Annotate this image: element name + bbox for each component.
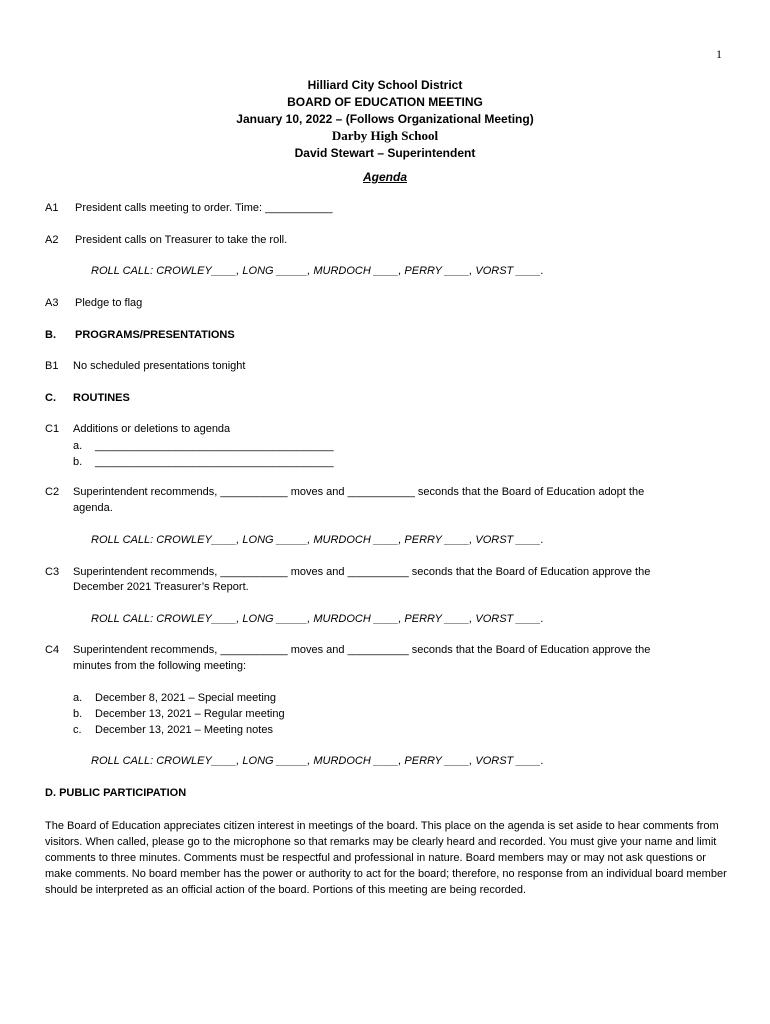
item-code-c1: C1: [45, 423, 60, 435]
c4-sub-letter-b: b.: [73, 708, 83, 720]
section-code-c: C.: [45, 392, 56, 404]
section-title-b: PROGRAMS/PRESENTATIONS: [75, 329, 235, 341]
item-text-c4-line2: minutes from the following meeting:: [73, 660, 247, 672]
c4-sub-text-a: December 8, 2021 – Special meeting: [95, 692, 276, 704]
item-text-b1: No scheduled presentations tonight: [73, 360, 246, 372]
section-title-d: PUBLIC PARTICIPATION: [59, 787, 187, 799]
c1-sub-blank-a: _______________________________________: [95, 440, 334, 452]
public-participation-paragraph: The Board of Education appreciates citizen interest in meetings of the board. This place on the agenda is set aside to hear comments from visitors. When called, please go to the microphone so that remarks may be clearly heard and recorded. You must give your name and limit comments to three minutes. Comments must be respectful and professional in nature. Board members may or may not ask questions or make comments. No board member has the power or authority to act for the board; therefore, no response from an individual board member should be interpreted as an official action of the board. Portions of this meeting are being recorded.: [45, 820, 727, 896]
agenda-title: Agenda: [362, 170, 407, 184]
item-text-c3-line2: December 2021 Treasurer’s Report.: [73, 581, 249, 593]
roll-call-c2: ROLL CALL: CROWLEY____, LONG _____, MURDOCH ____, PERRY ____, VORST ____.: [91, 534, 544, 546]
item-code-a2: A2: [45, 234, 59, 246]
section-code-d: D.: [45, 787, 56, 799]
page-number: 1: [716, 47, 722, 61]
district-name: Hilliard City School District: [307, 78, 463, 92]
c4-sub-letter-c: c.: [73, 724, 82, 736]
section-code-b: B.: [45, 329, 56, 341]
roll-call-c4: ROLL CALL: CROWLEY____, LONG _____, MURDOCH ____, PERRY ____, VORST ____.: [91, 755, 544, 767]
item-code-a1: A1: [45, 202, 59, 214]
c1-sub-letter-a: a.: [73, 440, 83, 452]
c1-sub-blank-b: _______________________________________: [95, 456, 334, 468]
section-heading-d: [45, 787, 186, 799]
item-text-c4-line1: Superintendent recommends, ___________ moves and __________ seconds that the Board of Education approve the: [73, 644, 651, 656]
section-title-c: ROUTINES: [73, 392, 130, 404]
item-text-a3: Pledge to flag: [75, 297, 143, 309]
item-text-a1: President calls meeting to order. Time: ___________: [75, 202, 333, 214]
item-text-c1: Additions or deletions to agenda: [73, 423, 231, 435]
item-text-c2-line1: Superintendent recommends, ___________ moves and ___________ seconds that the Board of Education adopt the: [73, 486, 645, 498]
roll-call-a2: ROLL CALL: CROWLEY____, LONG _____, MURDOCH ____, PERRY ____, VORST ____.: [91, 265, 544, 277]
c1-sub-letter-b: b.: [73, 456, 83, 468]
agenda-heading: [0, 170, 770, 184]
meeting-location: Darby High School: [331, 128, 439, 143]
meeting-title: BOARD OF EDUCATION MEETING: [287, 95, 483, 109]
item-code-a3: A3: [45, 297, 59, 309]
item-text-c3-line1: Superintendent recommends, ___________ moves and __________ seconds that the Board of Education approve the: [73, 566, 651, 578]
item-code-c2: C2: [45, 486, 60, 498]
c4-sub-letter-a: a.: [73, 692, 83, 704]
superintendent-line: David Stewart – Superintendent: [294, 146, 476, 160]
meeting-date: January 10, 2022 – (Follows Organizational Meeting): [236, 112, 534, 126]
c4-sub-text-b: December 13, 2021 – Regular meeting: [95, 708, 285, 720]
item-code-c3: C3: [45, 566, 60, 578]
item-code-b1: B1: [45, 360, 59, 372]
item-text-c2-line2: agenda.: [73, 502, 113, 514]
item-text-a2: President calls on Treasurer to take the roll.: [75, 234, 288, 246]
item-code-c4: C4: [45, 644, 60, 656]
roll-call-c3: ROLL CALL: CROWLEY____, LONG _____, MURDOCH ____, PERRY ____, VORST ____.: [91, 613, 544, 625]
c4-sub-text-c: December 13, 2021 – Meeting notes: [95, 724, 273, 736]
